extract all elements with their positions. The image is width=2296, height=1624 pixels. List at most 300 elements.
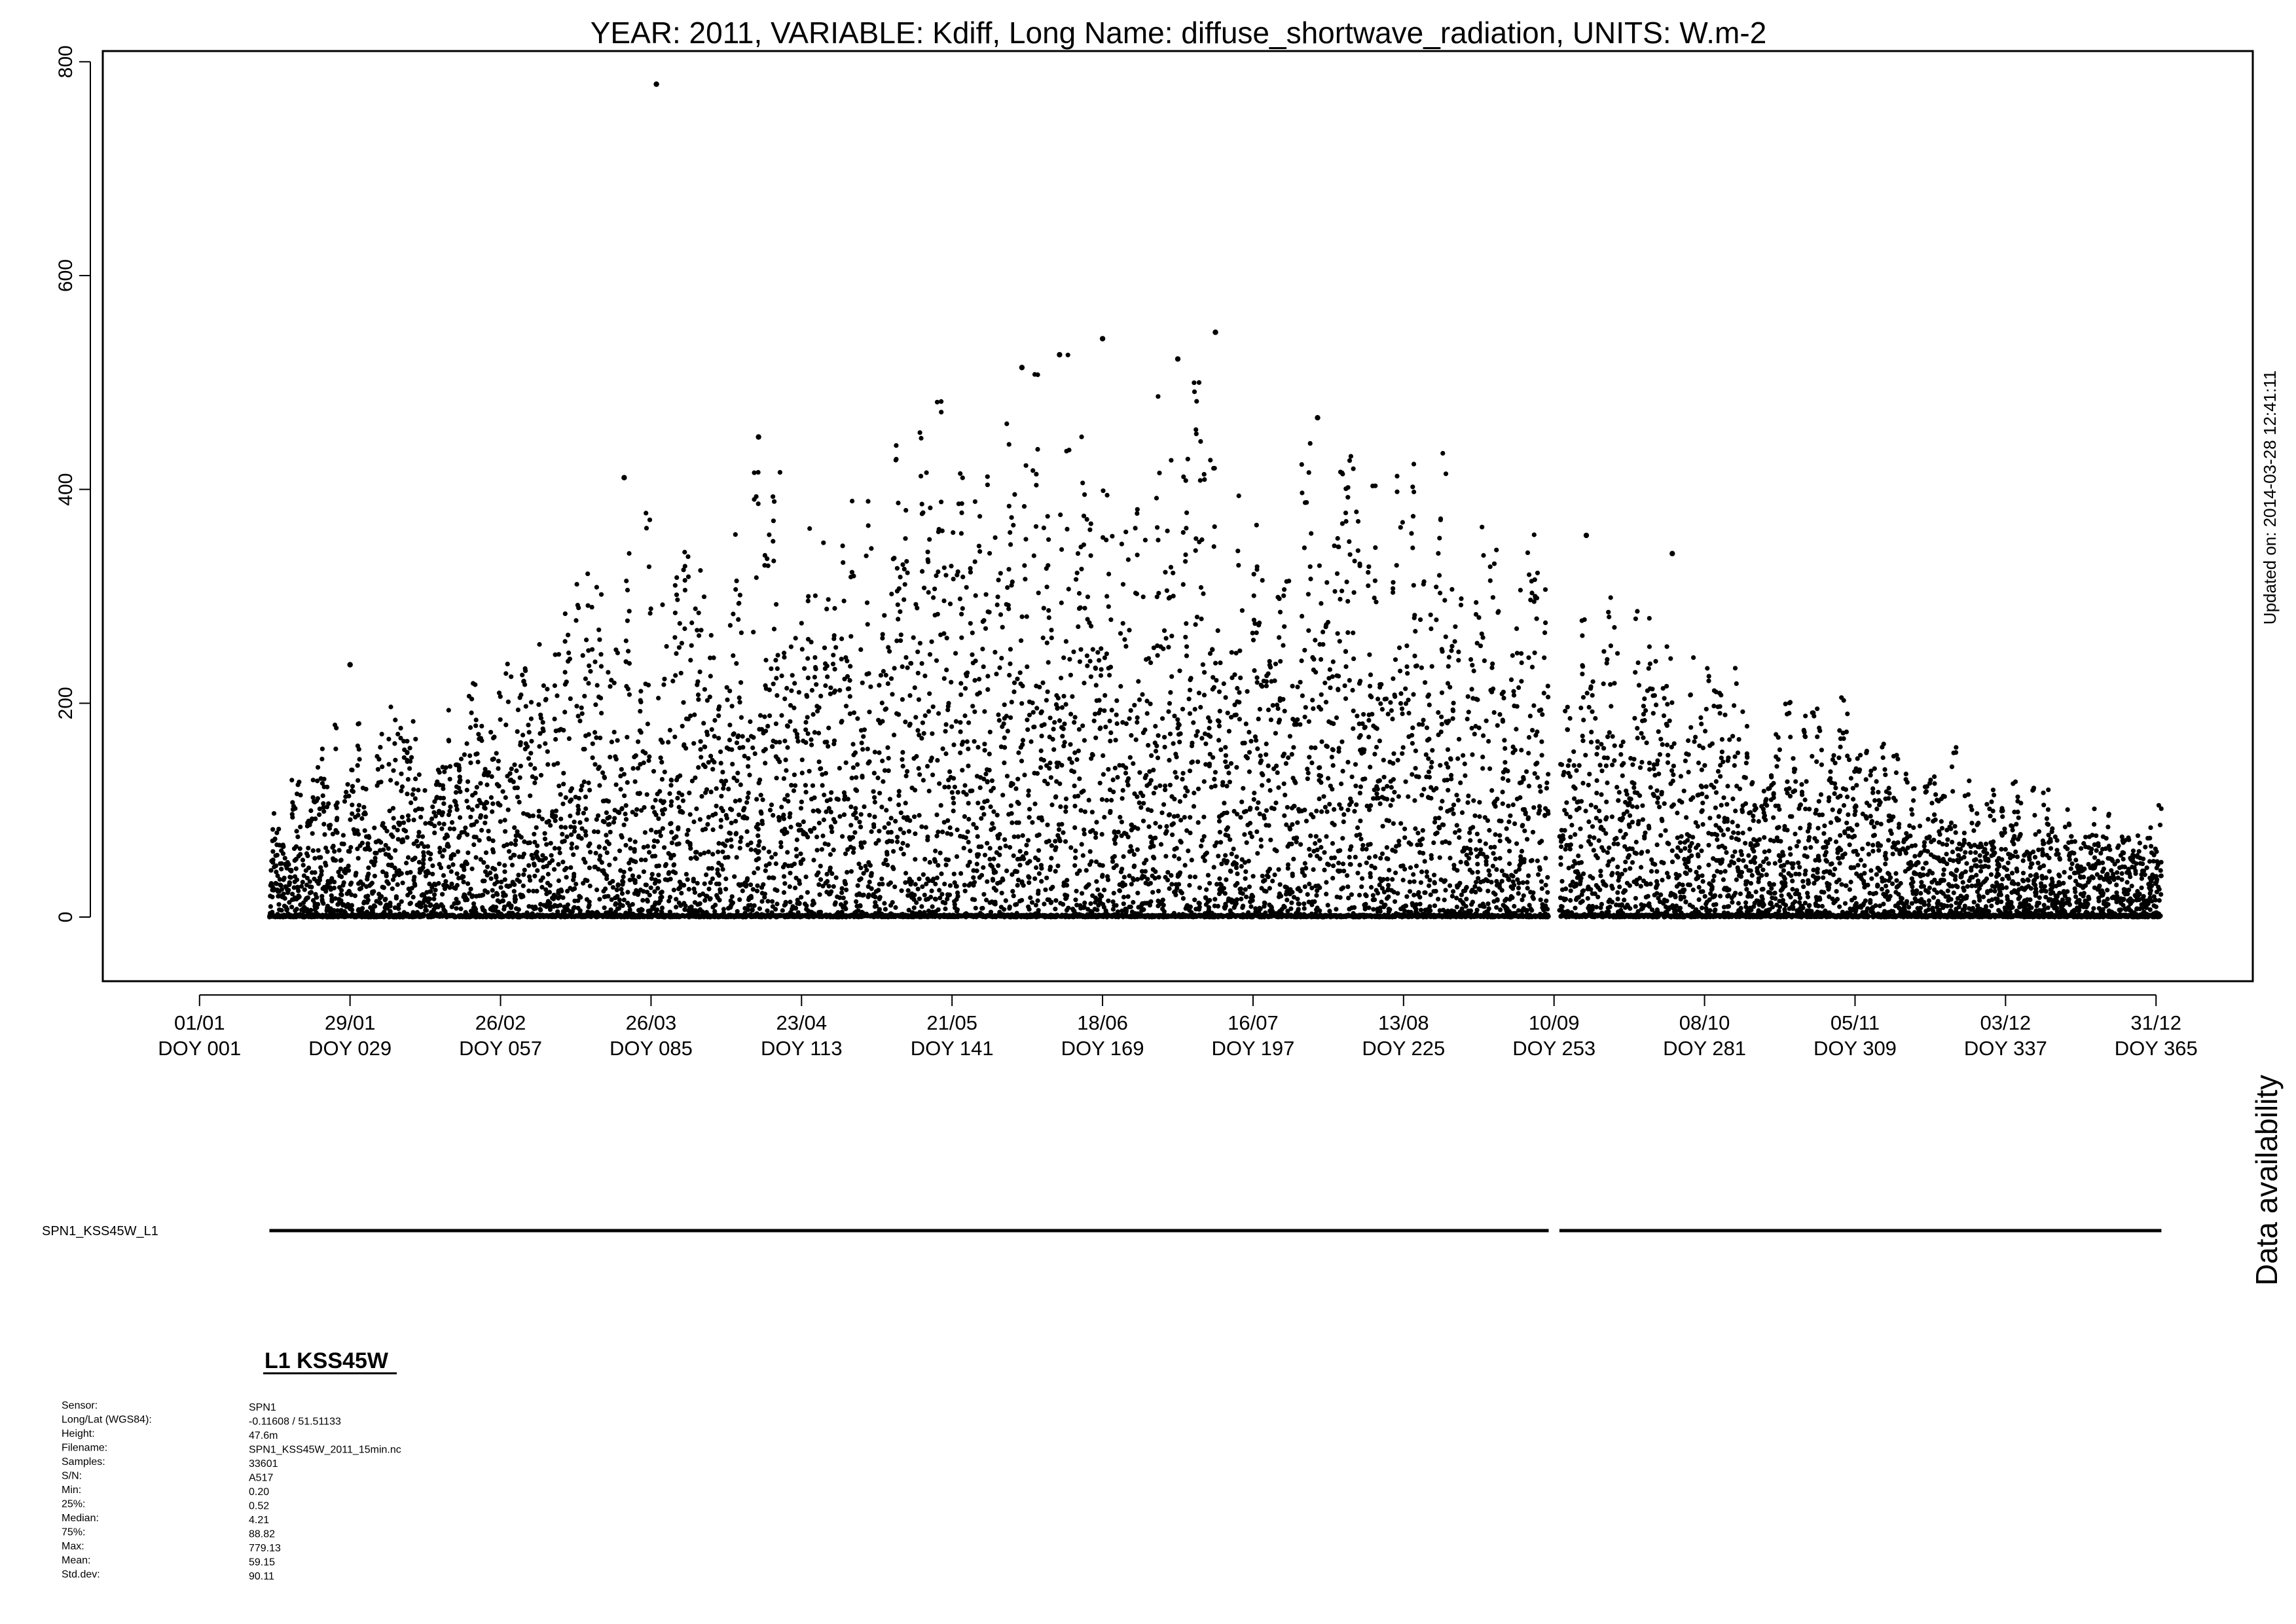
data-point [534, 889, 539, 893]
data-point [647, 564, 651, 569]
data-point [879, 876, 884, 881]
data-point [605, 850, 610, 855]
data-point [746, 903, 751, 908]
data-point [1030, 900, 1034, 905]
data-point [831, 636, 836, 641]
data-point [596, 767, 600, 771]
data-point [858, 825, 863, 829]
data-point [618, 868, 623, 873]
data-point [359, 914, 364, 919]
data-point [548, 883, 553, 888]
data-point [335, 830, 339, 835]
data-point [366, 872, 371, 876]
data-point [964, 585, 969, 590]
data-point [856, 883, 860, 888]
data-point [624, 579, 629, 583]
data-point [828, 685, 833, 690]
data-point [321, 801, 325, 806]
data-point [662, 845, 666, 850]
data-point [774, 776, 779, 780]
data-point [866, 523, 871, 528]
data-point [865, 600, 869, 605]
data-point [987, 610, 992, 615]
data-point [731, 611, 735, 616]
data-point [1063, 740, 1067, 744]
data-point [585, 897, 589, 902]
data-point [663, 770, 667, 774]
data-point [930, 772, 935, 777]
data-point [958, 693, 963, 697]
data-point [693, 912, 698, 917]
data-point [1036, 889, 1040, 893]
data-point [958, 720, 962, 725]
data-point [1039, 863, 1044, 867]
data-point [977, 677, 981, 681]
data-point [954, 719, 958, 724]
data-point [568, 696, 573, 701]
data-point [932, 586, 937, 591]
data-point [509, 767, 514, 771]
data-point [960, 835, 965, 839]
data-point [775, 666, 780, 671]
data-point [622, 823, 627, 827]
data-point [730, 894, 735, 899]
data-point [490, 757, 495, 762]
chart-title: YEAR: 2011, VARIABLE: Kdiff, Long Name: diffuse_shortwave_radiation, UNITS: W.m-2 [590, 16, 1767, 50]
data-point [333, 914, 337, 918]
data-point [501, 907, 506, 911]
data-point [653, 798, 658, 803]
data-point [572, 825, 577, 830]
data-point [708, 914, 713, 918]
data-point [469, 710, 474, 715]
data-point [292, 846, 297, 851]
data-point [926, 590, 931, 594]
data-point [997, 718, 1002, 723]
data-point [1020, 880, 1025, 885]
data-point [928, 759, 933, 763]
data-point [302, 888, 307, 892]
data-point [717, 873, 721, 878]
data-point [420, 835, 425, 839]
data-point [814, 835, 819, 839]
data-point [1021, 854, 1025, 859]
data-point [871, 822, 876, 827]
data-point [758, 713, 763, 717]
data-point [590, 647, 594, 652]
data-point [1010, 889, 1015, 893]
data-point [674, 592, 679, 597]
data-point [295, 885, 300, 890]
data-point [556, 784, 561, 788]
data-point [886, 821, 891, 826]
data-point [398, 821, 403, 825]
data-point [718, 749, 723, 754]
data-point [773, 887, 777, 892]
data-point [710, 876, 715, 881]
data-point [806, 594, 811, 599]
data-point [515, 785, 520, 790]
data-point [655, 839, 660, 844]
data-point [270, 849, 275, 854]
data-point [408, 890, 412, 895]
data-point [935, 400, 939, 405]
data-point [944, 668, 949, 672]
data-point [355, 722, 360, 727]
data-point [483, 806, 488, 810]
data-point [366, 865, 371, 870]
data-point [859, 914, 864, 919]
data-point [397, 913, 401, 918]
data-point [333, 858, 338, 863]
data-point [996, 863, 1000, 868]
data-point [994, 672, 998, 676]
data-point [985, 780, 990, 784]
data-point [925, 876, 930, 881]
data-point [968, 621, 973, 626]
data-point [640, 912, 644, 917]
data-point [974, 593, 978, 598]
data-point [735, 770, 740, 775]
data-point [644, 882, 649, 887]
data-point [726, 855, 731, 859]
data-point [522, 868, 527, 873]
data-point [756, 856, 761, 861]
data-point [570, 914, 574, 918]
data-point [399, 772, 403, 776]
data-point [989, 827, 993, 832]
data-point [959, 511, 964, 515]
data-point [588, 884, 592, 888]
data-point [1051, 737, 1055, 742]
data-point [597, 857, 602, 862]
data-point [798, 852, 803, 856]
data-point [442, 848, 446, 852]
data-point [820, 833, 825, 838]
data-point [896, 803, 901, 807]
data-point [647, 850, 651, 855]
data-point [339, 875, 344, 879]
data-point [283, 856, 287, 861]
data-point [914, 900, 919, 905]
data-point [455, 871, 460, 876]
data-point [316, 765, 320, 770]
data-point [1009, 803, 1013, 808]
data-point [479, 857, 483, 861]
data-point [347, 849, 352, 854]
data-point [716, 713, 721, 718]
data-point [574, 882, 578, 886]
data-point [913, 857, 917, 861]
data-point [867, 813, 872, 818]
data-point [826, 842, 831, 847]
data-point [627, 693, 632, 697]
data-point [426, 850, 431, 855]
data-point [997, 852, 1002, 857]
data-point [899, 810, 903, 815]
data-point [900, 757, 904, 762]
data-point [387, 854, 392, 859]
data-point [812, 826, 816, 831]
data-point [357, 757, 362, 761]
data-point [869, 546, 873, 550]
data-point [650, 872, 655, 876]
data-point [418, 815, 423, 820]
data-point [607, 863, 611, 867]
data-point [858, 865, 863, 870]
data-point [804, 790, 809, 795]
data-point [1015, 883, 1020, 888]
data-point [979, 844, 983, 849]
data-point [281, 844, 285, 849]
data-point [698, 901, 702, 906]
data-point [349, 768, 354, 772]
data-point [455, 807, 460, 812]
data-point [649, 886, 653, 890]
data-point [756, 843, 761, 848]
data-point [316, 848, 321, 853]
data-point [939, 410, 943, 414]
data-point [848, 712, 852, 716]
data-point [450, 820, 454, 825]
data-point [419, 905, 424, 909]
data-point [721, 808, 725, 813]
data-point [365, 841, 370, 846]
data-point [789, 783, 793, 787]
data-point [983, 748, 987, 753]
data-point [860, 845, 864, 850]
data-point [855, 762, 860, 767]
data-point [995, 813, 1000, 818]
data-point [972, 678, 977, 683]
data-point [797, 878, 801, 883]
data-point [416, 787, 420, 792]
data-point [312, 799, 316, 804]
data-point [1002, 837, 1007, 842]
data-point [854, 775, 858, 780]
data-point [799, 895, 803, 899]
data-point [881, 914, 886, 919]
data-point [393, 758, 397, 763]
data-point [625, 780, 630, 785]
data-point [919, 736, 924, 740]
data-point [957, 501, 961, 506]
data-point [848, 804, 853, 809]
data-point [374, 754, 379, 759]
data-point [548, 905, 553, 909]
data-point [789, 645, 793, 649]
data-point [940, 829, 945, 834]
data-point [1018, 670, 1023, 675]
data-point [717, 704, 721, 709]
data-point [1059, 547, 1064, 552]
data-point [484, 850, 488, 855]
data-point [395, 882, 400, 887]
data-point [869, 871, 874, 876]
data-point [729, 821, 734, 825]
data-point [773, 907, 778, 912]
data-point [553, 818, 558, 823]
data-point [491, 839, 496, 843]
data-point [596, 695, 601, 699]
data-point [881, 669, 886, 674]
data-point [811, 784, 815, 788]
data-point [900, 697, 905, 702]
data-point [1036, 857, 1040, 862]
data-point [1016, 750, 1021, 755]
data-point [782, 776, 786, 781]
data-point [585, 878, 589, 883]
data-point [771, 681, 776, 686]
data-point [946, 857, 951, 862]
data-point [623, 843, 628, 848]
data-point [453, 800, 458, 804]
data-point [668, 876, 673, 881]
data-point [853, 787, 858, 792]
data-point [475, 751, 479, 756]
data-point [741, 914, 746, 918]
data-point [759, 899, 764, 904]
data-point [942, 676, 947, 681]
data-point [489, 795, 494, 800]
data-point [685, 554, 690, 559]
data-point [644, 511, 648, 515]
data-point [1049, 775, 1053, 780]
data-point [990, 821, 994, 826]
data-point [788, 871, 792, 875]
data-point [587, 788, 592, 793]
data-point [338, 858, 343, 863]
data-point [933, 859, 938, 864]
data-point [1066, 353, 1070, 357]
data-point [716, 850, 720, 854]
data-point [357, 803, 361, 808]
data-point [905, 843, 910, 848]
data-point [984, 592, 989, 597]
data-point [1066, 586, 1071, 591]
data-point [596, 814, 600, 818]
data-point [494, 891, 499, 895]
data-point [622, 772, 627, 776]
data-point [568, 814, 572, 818]
data-point [587, 905, 591, 909]
data-point [579, 706, 584, 710]
data-point [355, 763, 360, 768]
data-point [851, 765, 856, 770]
data-point [805, 715, 810, 719]
data-point [322, 832, 327, 837]
data-point [1019, 701, 1024, 706]
data-point [902, 852, 906, 856]
data-point [851, 742, 856, 746]
data-point [591, 742, 595, 746]
data-point [972, 880, 977, 884]
data-point [1024, 463, 1029, 468]
data-point [1014, 914, 1019, 919]
data-point [684, 872, 689, 876]
data-point [686, 828, 691, 833]
data-point [746, 756, 750, 761]
data-point [388, 909, 392, 914]
data-point [577, 796, 581, 801]
data-point [1076, 624, 1080, 629]
data-point [457, 914, 462, 918]
data-point [1027, 880, 1031, 885]
data-point [483, 767, 488, 772]
data-point [759, 810, 763, 814]
data-point [447, 809, 452, 814]
data-point [428, 903, 433, 907]
data-point [388, 704, 393, 709]
data-point [331, 832, 335, 837]
data-point [309, 885, 314, 890]
data-point [361, 812, 366, 816]
data-point [1015, 857, 1020, 861]
data-point [1030, 700, 1035, 705]
data-point [1036, 898, 1040, 903]
data-point [567, 736, 572, 741]
data-point [344, 790, 348, 795]
data-point [710, 727, 714, 732]
data-point [547, 861, 552, 865]
data-point [1065, 449, 1069, 454]
data-point [980, 647, 985, 651]
data-point [393, 865, 397, 870]
data-point [279, 848, 283, 853]
data-point [993, 650, 997, 655]
data-point [1010, 579, 1015, 584]
data-point [494, 751, 499, 755]
data-point [903, 508, 908, 513]
data-point [649, 914, 653, 919]
data-point [613, 901, 618, 906]
data-point [716, 841, 721, 846]
data-point [767, 532, 771, 537]
data-point [1011, 523, 1015, 528]
data-point [1013, 786, 1018, 791]
data-point [729, 748, 734, 752]
data-point [1015, 869, 1019, 874]
data-point [1004, 898, 1008, 903]
data-point [439, 827, 444, 831]
data-point [659, 895, 664, 899]
data-point [634, 753, 638, 758]
data-point [494, 873, 498, 878]
data-point [675, 598, 680, 602]
data-point [805, 695, 809, 699]
data-point [532, 780, 537, 785]
data-point [800, 757, 805, 762]
data-point [465, 861, 469, 866]
data-point [767, 687, 772, 692]
data-point [728, 831, 733, 836]
data-point [465, 741, 469, 746]
data-point [940, 528, 945, 533]
data-point [499, 885, 503, 890]
data-point [441, 786, 445, 791]
data-point [812, 655, 817, 660]
data-point [482, 878, 486, 883]
data-point [1027, 815, 1032, 820]
data-point [963, 686, 968, 691]
data-point [892, 666, 897, 670]
data-point [736, 617, 740, 622]
data-point [955, 914, 960, 918]
data-point [1082, 738, 1087, 743]
data-point [939, 892, 944, 897]
data-point [549, 853, 554, 857]
data-point [793, 636, 798, 640]
